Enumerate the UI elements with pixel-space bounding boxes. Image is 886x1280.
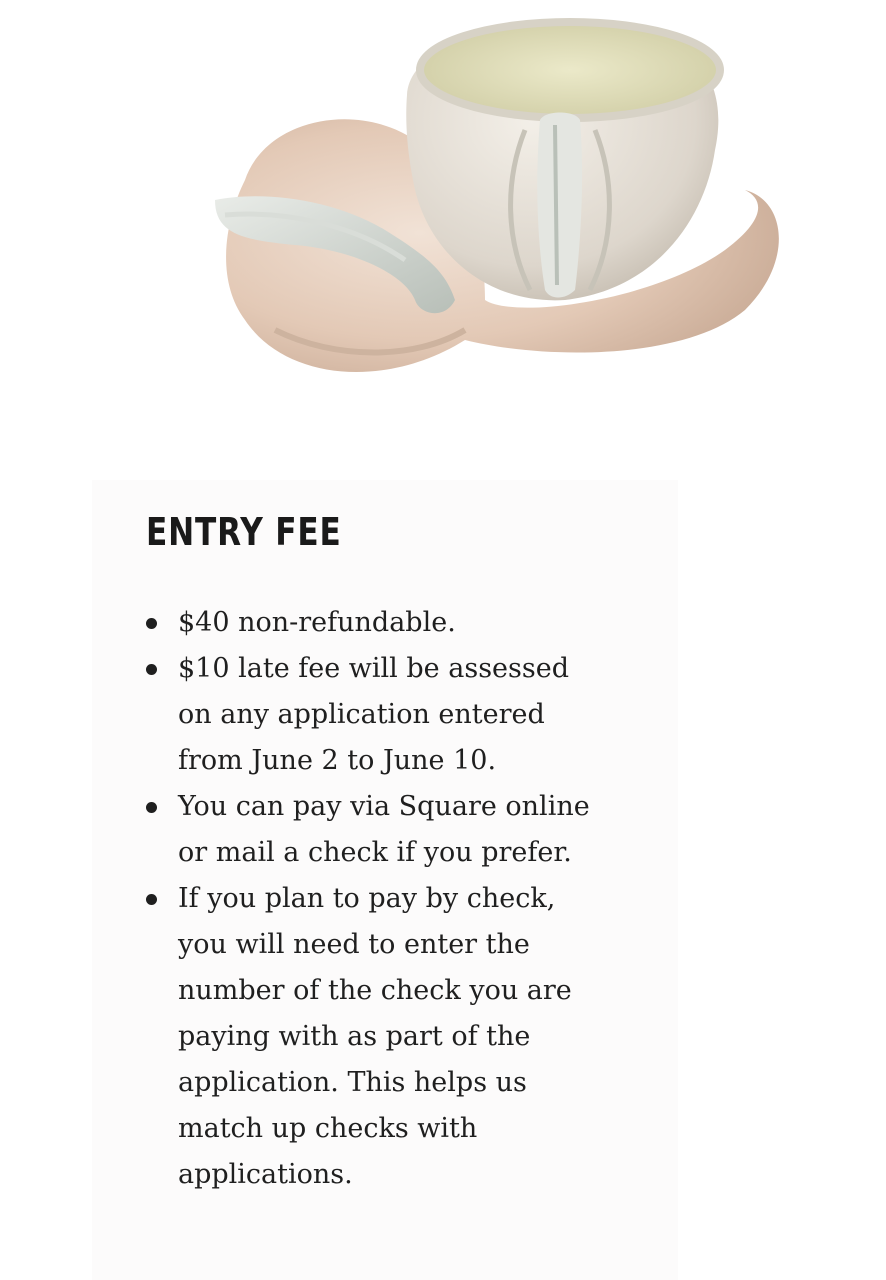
list-item [178,646,608,784]
entry-fee-card [92,480,678,1280]
list-item [178,600,608,646]
bullet-icon [146,664,157,675]
list-item-text: $40 non-refundable. [178,607,456,638]
entry-fee-list [178,600,608,1198]
bullet-icon [146,802,157,813]
entry-fee-heading: ENTRY FEE [146,510,342,554]
hero-image [185,0,825,420]
list-item [178,876,608,1198]
list-item-text: $10 late fee will be assessed on any application entered from June 2 to June 10. [178,653,569,776]
list-item [178,784,608,876]
list-item-text: You can pay via Square online or mail a check if you prefer. [178,791,590,868]
ceramic-cup-illustration [185,0,825,420]
bullet-icon [146,618,157,629]
bullet-icon [146,894,157,905]
list-item-text: If you plan to pay by check, you will need to enter the number of the check you are paying with as part of the application. This helps us match up checks with applications. [178,883,572,1190]
